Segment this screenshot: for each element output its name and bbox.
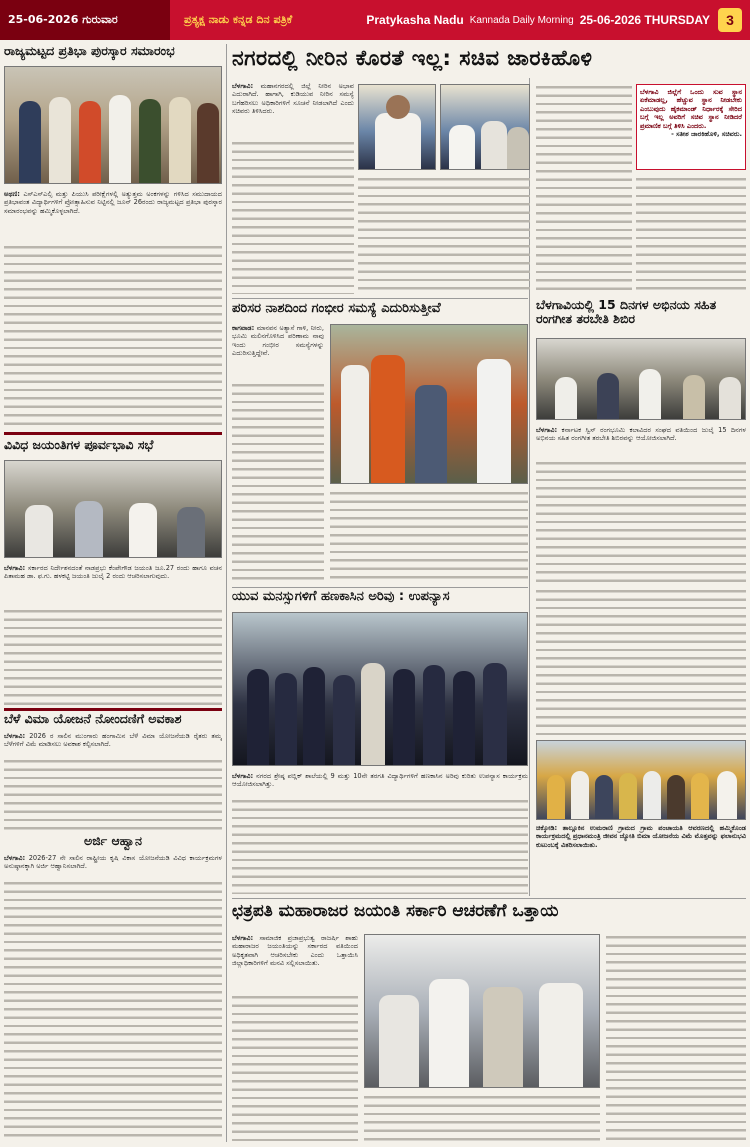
youth-headline: ಯುವ ಮನಸ್ಸುಗಳಿಗೆ ಹಣಕಾಸಿನ ಅರಿವು : ಉಪನ್ಯಾಸ [232, 590, 450, 604]
water-quote-box [636, 84, 746, 170]
water-lead: ಮಹಾನಗರದಲ್ಲಿ ಜಿಲ್ಲೆ ನೀರಿನ ಅಭಾವ ಎದುರಾಗಿದೆ. ಹಾಗಾಗಿ, ಕುಡಿಯುವ ನೀರಿನ ಸಮಸ್ಯೆ ಬಗೆಹರಿಸಲು ಅಧಿಕಾರಿಗಳಿಗೆ ಸೂಚನೆ ನೀಡಲಾಗಿದೆ ಎಂದು ಸಚಿವರು ತಿಳಿಸಿದರು. [232, 82, 354, 116]
environment-dateline: ಕಾಗವಾಡ: [232, 324, 255, 332]
jayanti-dateline: ಬೆಳಗಾವಿ: [4, 564, 26, 572]
insurance-dateline: ಬೆಳಗಾವಿ: [4, 732, 26, 740]
water-dateline: ಬೆಳಗಾವಿ: [232, 82, 254, 90]
water-headline-block [232, 46, 746, 78]
water-photo-minister [358, 84, 436, 170]
article-award [4, 44, 222, 430]
water-col2 [358, 176, 530, 294]
youth-photo [232, 612, 528, 766]
bima-caption: ಚಿಕ್ಕೋಡಿ: ತಾಲ್ಲೂಕಿನ ಉಮರಾಣಿ ಗ್ರಾಮದ ಗ್ರಾಮ ಪಂಚಾಯತಿ ಆವರಣದಲ್ಲಿ ಹಮ್ಮಿಕೊಂಡ ಕಾರ್ಯಕ್ರಮದಲ್ಲಿ ಪ್ರಧಾನಮಂತ್ರಿ ಜೀವನ ಜ್ಯೋತಿ ಬಿಮಾ ಯೋಜನೆಯ ವಿಮೆ ಮೊತ್ತವನ್ನು ಫಲಾನುಭವಿ ಕುಟುಂಬಕ್ಕೆ ವಿತರಿಸಲಾಯಿತು. [536, 824, 746, 849]
water-quote: ಬೆಳಗಾವಿ ಜಿಲ್ಲೆಗೆ ಒಂದು ಸುವ ಸ್ಥಾನ ಏಕೆಮಾಡಲ್ಲ, ಹೆಚ್ಚುವ ಸ್ಥಾನ ನೀಡಬೇಕು ಎಂಬುವುದು ಹೈಕಮಾಂಡ್ ನಿರ್ಧಾರಕ್ಕೆ ಸೇರಿದ ಬಗ್ಗೆ ಇಲ್ಲ ಅವರಿಗೆ ಸಚಿವ ಸ್ಥಾನ ನೀಡಿದರೆ ಪ್ರಮಾಣಿಕ ಬಗ್ಗೆ ತಿಳಿಸಿ ಎಂದರು. [640, 88, 742, 130]
insurance-lead: 2026 ರ ಸಾಲಿನ ಮುಂಗಾರು ಹಂಗಾಮಿನ ಬೆಳೆ ವಿಮಾ ಯೋಜನೆಯಡಿ ರೈತರು ತಮ್ಮ ಬೆಳೆಗಳಿಗೆ ವಿಮೆ ಮಾಡಿಸಲು ಅವಕಾಶ ಕಲ್ಪಿಸಲಾಗಿದೆ. [4, 732, 222, 749]
water-col1 [232, 82, 354, 294]
jayanti-photo [4, 460, 222, 558]
shivaji-photo [364, 934, 600, 1088]
masthead-brand-sub: Kannada Daily Morning [469, 14, 574, 26]
article-bima [536, 740, 746, 896]
masthead-date-day: 25-06-2026 ಗುರುವಾರ [0, 0, 170, 40]
water-col3 [536, 84, 632, 294]
shivaji-dateline: ಬೆಳಗಾವಿ: [232, 934, 254, 942]
article-jayanti [4, 438, 222, 706]
column-rule [226, 44, 227, 1142]
workshop-headline: ಬೆಳಗಾವಿಯಲ್ಲಿ 15 ದಿನಗಳ ಅಭಿನಯ ಸಹಿತ ರಂಗಗೀತ ತರಬೇತಿ ಶಿಬಿರ [536, 298, 717, 327]
article-workshop [536, 298, 746, 586]
water-col4 [636, 176, 746, 294]
article-environment [232, 302, 528, 584]
article-insurance [4, 712, 222, 832]
water-photo-officials [440, 84, 530, 170]
article-shivaji [232, 902, 746, 1142]
shivaji-headline: ಛತ್ರಪತಿ ಮಹಾರಾಜರ ಜಯಂತಿ ಸರ್ಕಾರಿ ಆಚರಣೆಗೆ ಒತ್ತಾಯ [232, 902, 559, 921]
jayanti-lead: ಸರ್ಕಾರದ ನಿರ್ದೇಶನದಂತೆ ನಾಡಪ್ರಭು ಕೆಂಪೇಗೌಡ ಜಯಂತಿ ಜೂ.27 ರಂದು ಹಾಗೂ ವಚನ ಪಿತಾಮಹ ಡಾ. ಫ.ಗು. ಹಳಕಟ್ಟಿ ಜಯಂತಿ ಜುಲೈ 2 ರಂದು ಆಚರಿಸಲಾಗುವುದು. [4, 564, 222, 581]
insurance-headline: ಬೆಳೆ ವಿಮಾ ಯೋಜನೆ ನೋಂದಣಿಗೆ ಅವಕಾಶ [4, 712, 182, 726]
award-dateline: ಅಥಣಿ: [4, 190, 20, 198]
application-headline: ಅರ್ಜಿ ಆಹ್ವಾನ [84, 834, 142, 848]
application-dateline: ಬೆಳಗಾವಿ: [4, 854, 26, 862]
youth-dateline: ಬೆಳಗಾವಿ: [232, 772, 254, 780]
environment-photo [330, 324, 528, 484]
water-quote-by: - ಸತೀಶ ಜಾರಕಿಹೊಳಿ, ಸಚಿವರು. [671, 130, 742, 139]
water-headline: ನಗರದಲ್ಲಿ ನೀರಿನ ಕೊರತೆ ಇಲ್ಲ: ಸಚಿವ ಜಾರಕಿಹೊಳಿ [232, 46, 593, 70]
workshop-lead: ಕರ್ನಾಟಕ ಸ್ವಿಸ್ ರಂಗಭೂಮಿ ಕಲಾವಿದರ ಸಂಘದ ವತಿಯಿಂದ ಜುಲೈ 15 ದಿನಗಳ ಅಭಿನಯ ಸಹಿತ ರಂಗಗೀತ ತರಬೇತಿ ಶಿಬಿರವನ್ನು ಆಯೋಜಿಸಲಾಗಿದೆ. [536, 426, 746, 443]
bima-photo [536, 740, 746, 820]
article-youth [232, 590, 528, 894]
masthead-date: 25-06-2026 THURSDAY [579, 13, 710, 27]
jayanti-headline: ವಿವಿಧ ಜಯಂತಿಗಳ ಪೂರ್ವಭಾವಿ ಸಭೆ [4, 438, 154, 452]
award-headline: ರಾಜ್ಯಮಟ್ಟದ ಪ್ರತಿಭಾ ಪುರಸ್ಕಾರ ಸಮಾರಂಭ [4, 44, 175, 58]
award-lead: ಎಸ್ಎಸ್ಎಲ್ಸಿ ಮತ್ತು ಪಿಯುಸಿ ಪರೀಕ್ಷೆಗಳಲ್ಲಿ ಅತ್ಯುತ್ತಮ ಅಂಕಗಳನ್ನು ಗಳಿಸಿದ ಸಮುದಾಯದ ಪ್ರತಿಭಾವಂತ ವಿದ್ಯಾರ್ಥಿಗಳಿಗೆ ಪ್ರೋತ್ಸಾಹಿಸುವ ನಿಟ್ಟಿನಲ್ಲಿ ಜೂನ್ 26ರಂದು ರಾಜ್ಯಮಟ್ಟದ ಪ್ರತಿಭಾ ಪುರಸ್ಕಾರ ಸಮಾರಂಭವನ್ನು ಹಮ್ಮಿಕೊಳ್ಳಲಾಗಿದೆ. [4, 190, 222, 215]
workshop-photo [536, 338, 746, 420]
environment-lead: ಮಾನವನ ಅತ್ಯಾಸೆ ಗಾಳಿ, ನೀರು, ಭೂಮಿ ಮಲಿನಗೊಳಿಸಿದ ಪರಿಣಾಮ ನಾವು ಇಂದು ಗಂಭೀರ ಸಮಸ್ಯೆಗಳನ್ನು ಎದುರಿಸುತ್ತಿದ್ದೇವೆ. [232, 324, 324, 358]
masthead-tagline: ಪ್ರತ್ಯಕ್ಷ ನಾಡು ಕನ್ನಡ ದಿನ ಪತ್ರಿಕೆ [184, 13, 293, 26]
article-application [4, 834, 222, 1142]
shivaji-lead: ಸಾಮಾಜಿಕ ಪ್ರಜಾಪ್ರಭುತ್ವ ರಾಜರ್ಷಿ ಶಾಹು ಮಹಾರಾಜರ ಜಯಂತಿಯನ್ನು ಸರ್ಕಾರದ ವತಿಯಿಂದ ಅಧಿಕೃತವಾಗಿ ಆಚರಿಸಬೇಕು ಎಂದು ಒತ್ತಾಯಿಸಿ ಜಿಲ್ಲಾಧಿಕಾರಿಗಳಿಗೆ ಮನವಿ ಸಲ್ಲಿಸಲಾಯಿತು. [232, 934, 358, 968]
workshop-dateline: ಬೆಳಗಾವಿ: [536, 426, 558, 434]
workshop-continued [536, 588, 746, 738]
environment-headline: ಪರಿಸರ ನಾಶದಿಂದ ಗಂಭೀರ ಸಮಸ್ಯೆ ಎದುರಿಸುತ್ತೀವೆ [232, 302, 441, 316]
page-number: 3 [718, 8, 742, 32]
youth-lead: ನಗರದ ಶ್ರೇಷ್ಠ ಪಬ್ಲಿಕ್ ಶಾಲೆಯಲ್ಲಿ 9 ಮತ್ತು 10ನೇ ತರಗತಿ ವಿದ್ಯಾರ್ಥಿಗಳಿಗೆ ಹಣಕಾಸಿನ ಅರಿವು ಕುರಿತು ಉಪನ್ಯಾಸ ಕಾರ್ಯಕ್ರಮ ಆಯೋಜಿಸಲಾಗಿತ್ತು. [232, 772, 528, 789]
award-photo [4, 66, 222, 184]
masthead-brand: Pratykasha Nadu [366, 13, 464, 27]
application-lead: 2026-27 ನೇ ಸಾಲಿನ ರಾಷ್ಟ್ರೀಯ ಕೃಷಿ ವಿಕಾಸ ಯೋಜನೆಯಡಿ ವಿವಿಧ ಕಾರ್ಯಕ್ರಮಗಳ ಅನುಷ್ಠಾನಕ್ಕಾಗಿ ಅರ್ಜಿ ಆಹ್ವಾನಿಸಲಾಗಿದೆ. [4, 854, 222, 871]
masthead [0, 0, 750, 40]
